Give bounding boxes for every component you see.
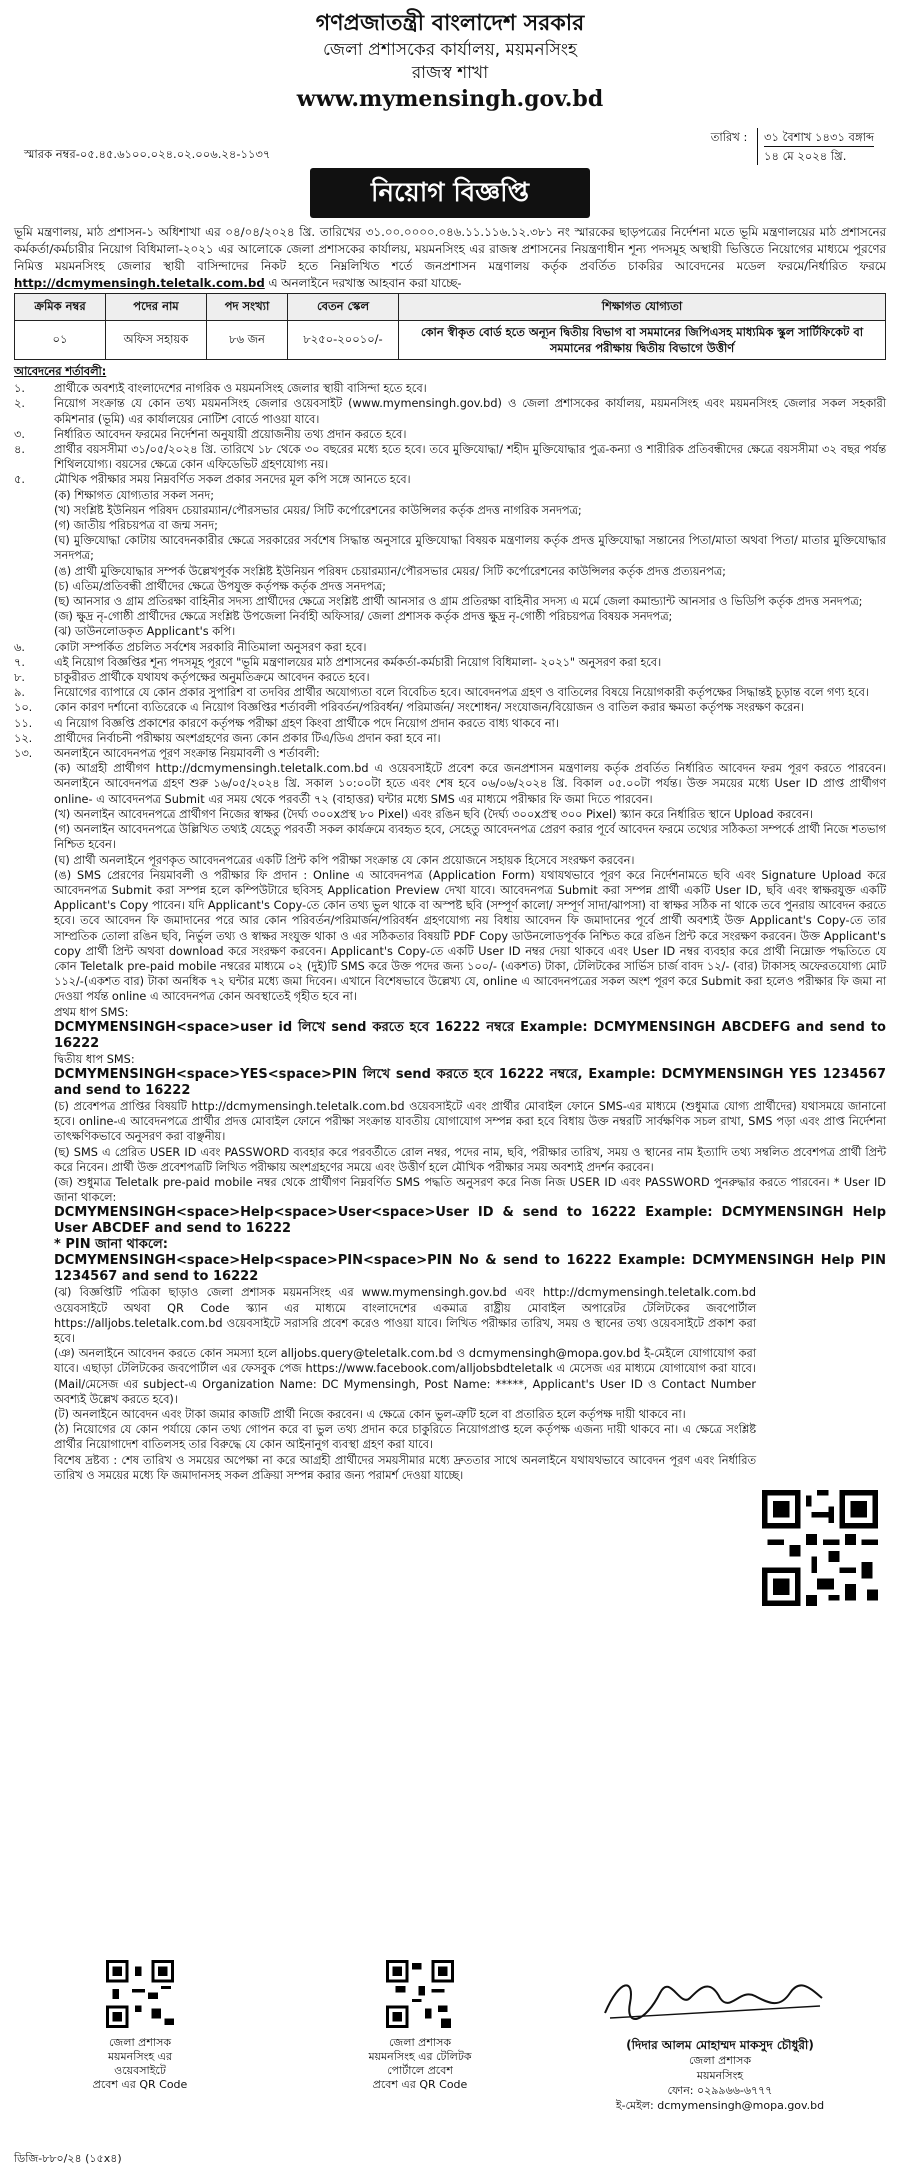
sub-item: (ঙ) প্রার্থী মুক্তিযোদ্ধার সম্পর্ক উল্লেখপূর্বক সংশ্লিষ্ট ইউনিয়ন পরিষদ চেয়ারম্যান/পৌরসভার মেয়র/ সিটি কর্পোরেশনের কাউন্সিলর কর্তৃক প্রদত্ত প্রত্যয়নপত্র; xyxy=(54,564,726,578)
item-text: প্রার্থীদের নির্বাচনী পরীক্ষায় অংশগ্রহণের জন্য কোন প্রকার টিএ/ডিএ প্রদান করা হবে না। xyxy=(54,731,441,745)
memo-number: স্মারক নম্বর-০৫.৪৫.৬১০০.০২৪.০২.০০৬.২৪-১১৩৭ xyxy=(24,147,271,161)
intro-tail: এ অনলাইনে দরখাস্ত আহবান করা যাচ্ছে- xyxy=(268,276,462,290)
date-block xyxy=(711,128,874,165)
col-scale: বেতন স্কেল xyxy=(288,294,399,321)
item-number: ৭. xyxy=(14,655,25,669)
sub-item: (ছ) আনসার ও গ্রাম প্রতিরক্ষা বাহিনীর সদস্য প্রার্থীদের ক্ষেত্রে সংশ্লিষ্ট প্রার্থী আনসার ও গ্রাম প্রতিরক্ষা বাহিনীর সদস্য এ মর্মে জেলা কমান্ড্যান্ট আনসার ও ভিডিপি কর্তৃক প্রদত্ত সনদপত্র; xyxy=(54,595,863,609)
cell-serial: ০১ xyxy=(15,321,106,360)
notice-title: নিয়োগ বিজ্ঞপ্তি xyxy=(310,168,590,218)
vacancy-table xyxy=(14,293,886,360)
item-text: নির্ধারিত আবেদন ফরমের নির্দেশনা অনুযায়ী প্রয়োজনীয় তথ্য প্রদান করতে হবে। xyxy=(54,427,407,441)
sub-item: (ঠ) নিয়োগের যে কোন পর্যায়ে কোন তথ্য গোপন করে বা ভুল তথ্য প্রদান করে চাকুরিতে নিয়োগপ্রাপ্ত হলে কর্তৃপক্ষ এজন্য দায়ী থাকবে না। এ ক্ষেত্রে সংশ্লিষ্ট প্রার্থীর নিয়োগাদেশ বাতিলসহ তার বিরুদ্ধে যে কোন আইনানুগ ব্যবস্থা গ্রহণ করা যাবে। xyxy=(54,1423,756,1452)
reference-code: ডিজি-৮৮০/২৪ (১৫x৪) xyxy=(14,2152,122,2165)
officer-phone: ফোন: ০২৯৯৬৬-৬৭৭৭ xyxy=(667,2084,773,2097)
date-english: ১৪ মে ২০২৪ খ্রি. xyxy=(764,149,847,163)
officer-email[interactable]: ই-মেইল: dcmymensingh@mopa.gov.bd xyxy=(615,2099,825,2112)
cell-count: ৮৬ জন xyxy=(207,321,288,360)
list-item xyxy=(14,685,886,700)
date-bangla: ৩১ বৈশাখ ১৪৩১ বঙ্গাব্দ xyxy=(764,128,874,147)
item-number: ১৩. xyxy=(14,747,33,761)
date-label: তারিখ : xyxy=(710,130,748,144)
qr-code-icon[interactable] xyxy=(106,1960,174,2028)
sub-item: (জ) শুধুমাত্র Teletalk pre-paid mobile নম্বর থেকে প্রার্থীগণ নিম্নবর্ণিত SMS পদ্ধতি অনুসরণ করে নিজ নিজ USER ID এবং PASSWORD পুনরুদ্ধার করতে পারবেন। * User ID জানা থাকলে: xyxy=(54,1175,886,1205)
col-serial: ক্রমিক নম্বর xyxy=(15,294,106,321)
qr1-line2: ময়মনসিংহ এর xyxy=(107,2050,173,2063)
signature xyxy=(590,1968,830,2028)
list-item xyxy=(14,381,886,396)
qr-website xyxy=(70,1960,210,2092)
item-text: চাকুরীরত প্রার্থীকে যথাযথ কর্তৃপক্ষের অনুমতিক্রমে আবেদন করতে হবে। xyxy=(54,671,370,685)
qr2-line3: পোর্টালে প্রবেশ xyxy=(387,2064,453,2077)
branch-name: রাজস্ব শাখা xyxy=(411,63,489,83)
qr2-line2: ময়মনসিংহ এর টেলিটক xyxy=(368,2050,472,2063)
header xyxy=(14,10,886,114)
sub-item: (চ) প্রবেশপত্র প্রাপ্তির বিষয়টি http://dcmymensingh.teletalk.com.bd ওয়েবসাইটে এবং প্রার্থীর মোবাইল ফোনে SMS-এর মাধ্যমে (শুধুমাত্র যোগ্য প্রার্থীদের) যথাসময়ে জানানো হবে। online-এ আবেদনপত্রে প্রার্থীর প্রদত্ত মোবাইল ফোনে পরীক্ষা সংক্রান্ত যাবতীয় যোগাযোগ সম্পন্ন করা হবে বিধায় উক্ত নম্বরটি সার্বক্ষণিক সচল রাখা, SMS পড়া এবং প্রাপ্ত নির্দেশনা তাৎক্ষণিকভাবে অনুসরণ করা বাঞ্ছনীয়। xyxy=(54,1099,886,1144)
cell-scale: ৮২৫০-২০০১০/- xyxy=(288,321,399,360)
sub-item: (ঝ) ডাউনলোডকৃত Applicant's কপি। xyxy=(54,625,236,639)
list-item xyxy=(14,700,886,715)
notice-page xyxy=(0,10,900,2167)
list-item xyxy=(14,716,886,731)
officer-title: জেলা প্রশাসক xyxy=(688,2054,752,2067)
intro-paragraph xyxy=(14,224,886,292)
item-number: ১২. xyxy=(14,731,33,745)
sub-item: বিশেষ দ্রষ্টব্য : শেষ তারিখ ও সময়ের অপেক্ষা না করে আগ্রহী প্রার্থীদের সময়সীমার মধ্যে দ্রুততার সাথে অনলাইনে যথাযথভাবে আবেদন পূরণ এবং নির্ধারিত তারিখ ও সময়ের মধ্যে ফি জমাদানসহ সকল প্রক্রিয়া সম্পন্ন করার জন্য পরামর্শ দেওয়া যাচ্ছে। xyxy=(54,1453,756,1482)
item-text: নিয়োগের ব্যাপারে যে কোন প্রকার সুপারিশ বা তদবির প্রার্থীর অযোগ্যতা বলে বিবেচিত হবে। আবেদনপত্র গ্রহণ ও বাতিলের বিষয়ে নিয়োগকারী কর্তৃপক্ষের সিদ্ধান্তই চূড়ান্ত বলে গণ্য হবে। xyxy=(54,686,869,700)
cell-post: অফিস সহায়ক xyxy=(106,321,207,360)
list-item xyxy=(14,396,886,426)
qr1-line3: ওয়েবসাইটে xyxy=(114,2064,166,2077)
item-text: কোটা সম্পর্কিত প্রচলিত সর্বশেষ সরকারি নীতিমালা অনুসরণ করা হবে। xyxy=(54,640,367,654)
recover-userid: DCMYMENSINGH<space>Help<space>User<space>User ID & send to 16222 Example: DCMYMENSINGH Help User ABCDEF and send to 16222 xyxy=(54,1205,886,1237)
sms-first-step: DCMYMENSINGH<space>user id লিখে send করতে হবে 16222 নম্বরে Example: DCMYMENSINGH ABCDEFG and send to 16222 xyxy=(54,1019,886,1051)
sub-item: (ঝ) বিজ্ঞপ্তিটি পত্রিকা ছাড়াও জেলা প্রশাসক ময়মনসিংহ এর www.mymensingh.gov.bd এবং http://dcmymensingh.teletalk.com.bd ওয়েবসাইটে অথবা QR Code স্ক্যান এর মাধ্যমে বাংলাদেশের একমাত্র রাষ্ট্রীয় মোবাইল অপারেটর টেলিটকের জবপোর্টাল https://alljobs.teletalk.com.bd ওয়েবসাইটে সরাসরি প্রবেশ করেও পাওয়া যাবে। লিখিত পরীক্ষার তারিখ, সময় ও স্থানের তথ্য ওয়েবসাইটে প্রকাশ করা হবে। xyxy=(54,1286,756,1345)
item-number: ৯. xyxy=(14,686,25,700)
item-number: ৪. xyxy=(14,443,25,457)
application-link[interactable]: http://dcmymensingh.teletalk.com.bd xyxy=(14,276,265,290)
qr1-line1: জেলা প্রশাসক xyxy=(108,2036,172,2049)
sub-item: (চ) এতিম/প্রতিবন্ধী প্রার্থীদের ক্ষেত্রে উপযুক্ত কর্তৃপক্ষ কর্তৃক প্রদত্ত সনদপত্র; xyxy=(54,579,386,593)
item-number: ৬. xyxy=(14,640,25,654)
sub-item: (গ) জাতীয় পরিচয়পত্র বা জন্ম সনদ; xyxy=(54,519,218,533)
sub-item: (ঞ) অনলাইনে আবেদন করতে কোন সমস্যা হলে alljobs.query@teletalk.com.bd ও dcmymensingh@mopa.gov.bd ই-মেইলে যোগাযোগ করা যাবে। এছাড়া টেলিটকের জবপোর্টাল এর ফেসবুক পেজ https://www.facebook.com/alljobsbdteletalk এ মেসেজ এর মাধ্যমে যোগাযোগ করা যাবে। (Mail/মেসেজ এর subject-এ Organization Name: DC Mymensingh, Post Name: *****, Applicant's User ID ও Contact Number অবশ্যই উল্লেখ করতে হবে)। xyxy=(54,1347,756,1406)
col-qualification: শিক্ষাগত যোগ্যতা xyxy=(399,294,886,321)
officer-block xyxy=(590,2038,850,2113)
list-item xyxy=(14,670,886,685)
sub-item: (খ) সংশ্লিষ্ট ইউনিয়ন পরিষদ চেয়ারম্যান/পৌরসভার মেয়র/ সিটি কর্পোরেশনের কাউন্সিলর কর্তৃক প্রদত্ত নাগরিক সনদপত্র; xyxy=(54,503,582,517)
item-text: অনলাইনে আবেদনপত্র পূরণ সংক্রান্ত নিয়মাবলী ও শর্তাবলী: xyxy=(54,747,320,761)
sub-item: (গ) অনলাইন আবেদনপত্রে উল্লিখিত তথ্যই যেহেতু পরবর্তী সকল কার্যক্রমে ব্যবহৃত হবে, সেহেতু আবেদনপত্র প্রেরণ করার পূর্বে আবেদন ফরমে তথ্যের সঠিকতা সম্পর্কে প্রার্থী নিজে শতভাগ নিশ্চিত হবেন। xyxy=(54,823,886,852)
sub-item: (ক) আগ্রহী প্রার্থীগণ http://dcmymensingh.teletalk.com.bd এ ওয়েবসাইটে প্রবেশ করে জনপ্রশাসন মন্ত্রণালয় কর্তৃক প্রবর্তিত নির্ধারিত আবেদন ফরম পূরণ করতে পারবেন। অনলাইনে আবেদনপত্র গ্রহণ শুরু ১৬/০৫/২০২৪ খ্রি. সকাল ১০:০০টা হতে এবং শেষ হবে ০৬/০৬/২০২৪ খ্রি. বিকাল ০৫.০০টা পর্যন্ত। উক্ত সময়ের মধ্যে User ID প্রাপ্ত প্রার্থীগণ online- এ আবেদনপত্র Submit এর সময় থেকে পরবর্তী ৭২ (বাহাত্তর) ঘন্টার মধ্যে SMS এর মাধ্যমে পরীক্ষার ফি জমা দিতে পারবেন। xyxy=(54,762,886,806)
qr-code-icon xyxy=(762,1490,878,1606)
sub-item: (ক) শিক্ষাগত যোগ্যতার সকল সনদ; xyxy=(54,488,215,502)
item-text: এই নিয়োগ বিজ্ঞপ্তির শূন্য পদসমূহ পূরণে "ভূমি মন্ত্রণালয়ের মাঠ প্রশাসনের কর্মকর্তা-কর্মচারী নিয়োগ বিধিমালা- ২০২১" অনুসরণ করা হবে। xyxy=(54,655,662,669)
col-count: পদ সংখ্যা xyxy=(207,294,288,321)
sub-item: (ছ) SMS এ প্রেরিত USER ID এবং PASSWORD ব্যবহার করে পরবর্তীতে রোল নম্বর, পদের নাম, ছবি, পরীক্ষার তারিখ, সময় ও স্থানের নাম ইত্যাদি তথ্য সম্বলিত প্রবেশপত্র প্রার্থী প্রিন্ট করে নিবেন। প্রার্থী উক্ত প্রবেশপত্রটি লিখিত পরীক্ষায় অংশগ্রহণের সময়ে এবং উত্তীর্ণ হলে মৌখিক পরীক্ষার সময় অবশ্যই প্রদর্শন করবেন। xyxy=(54,1145,886,1174)
government-title: গণপ্রজাতন্ত্রী বাংলাদেশ সরকার xyxy=(315,11,585,36)
sub-item: (ঘ) মুক্তিযোদ্ধা কোটায় আবেদনকারীর ক্ষেত্রে সরকারের সর্বশেষ সিদ্ধান্ত অনুসারে মুক্তিযোদ্ধা বিষয়ক মন্ত্রণালয় কর্তৃক প্রদত্ত মুক্তিযোদ্ধা সন্তানের পিতা/মাতা অথবা পিতা/ মাতার মুক্তিযোদ্ধার সনদপত্র; xyxy=(54,534,886,563)
sub-item: (খ) অনলাইন আবেদনপত্রে প্রার্থীগণ নিজের স্বাক্ষর (দৈর্ঘ্য ৩০০xপ্রস্থ ৮০ Pixel) এবং রঙিন ছবি (দৈর্ঘ্য ৩০০xপ্রস্থ ৩০০ Pixel) স্ক্যান করে নির্ধারিত স্থানে Upload করবেন। xyxy=(54,807,814,821)
sms-first-label: প্রথম ধাপ SMS: xyxy=(54,1005,129,1019)
item-text: প্রার্থীর বয়সসীমা ৩১/০৫/২০২৪ খ্রি. তারিখে ১৮ থেকে ৩০ বছরের মধ্যে হতে হবে। তবে মুক্তিযোদ্ধা/ শহীদ মুক্তিযোদ্ধার পুত্র-কন্যা ও শারীরিক প্রতিবন্ধীদের ক্ষেত্রে বয়সসীমা ৩২ বছর পর্যন্ত শিথিলযোগ্য। বয়সের ক্ষেত্রে কোন এফিডেভিট গ্রহণযোগ্য নয়। xyxy=(54,443,886,472)
sub-item: (ঙ) SMS প্রেরণের নিয়মাবলী ও পরীক্ষার ফি প্রদান : Online এ আবেদনপত্র (Application Form) যথাযথভাবে পূরণ করে নির্দেশনামতে ছবি এবং Signature Upload করে আবেদনপত্র Submit করা সম্পন্ন হলে কম্পিউটারে ছবিসহ Application Preview দেখা যাবে। আবেদনপত্র Submit করা সম্পন্ন প্রার্থী একটি User ID, ছবি এবং স্বাক্ষরযুক্ত একটি Applicant's Copy পাবেন। যদি Applicant's Copy-তে কোন তথ্য ভুল থাকে বা অস্পষ্ট ছবি (সম্পূর্ণ কালো/ সম্পূর্ণ সাদা/ঝাপসা) বা স্বাক্ষর সঠিক না থাকে তবে পুনরায় আবেদন করতে হবে। তবে আবেদন ফি জমাদানের পরে আর কোন পরিবর্তন/পরিমার্জন/পরিবর্ধন গ্রহণযোগ্য নয় বিধায় আবেদন ফি জমাদানের পূর্বে প্রার্থী অবশ্যই উক্ত Applicant's Copy-তে তার সাম্প্রতিক তোলা রঙিন ছবি, নির্ভুল তথ্য ও স্বাক্ষর সংযুক্ত থাকা ও এর সঠিকতার বিষয়টি PDF Copy ডাউনলোডপূর্বক নিশ্চিত করে রঙিন প্রিন্ট করে সংরক্ষণ করবেন। উক্ত Applicant's copy প্রার্থী প্রিন্ট অথবা download করে সংরক্ষণ করবেন। Applicant's Copy-তে একটি User ID নম্বর দেয়া থাকবে এবং User ID নম্বর ব্যবহার করে প্রার্থী নিম্নোক্ত পদ্ধতিতে যে কোন Teletalk pre-paid mobile নম্বরের মাধ্যমে ০২ (দুই)টি SMS করে উক্ত পদের জন্য ১০০/- (একশত) টাকা, টেলিটকের সার্ভিস চার্জ বাবদ ১২/- (বার) টাকাসহ অফেরতযোগ্য মোট ১১২/-(একশত বার) টাকা অনধিক ৭২ ঘন্টার মধ্যে জমা দিবেন। এখানে বিশেষভাবে উল্লেখ্য যে, online এ আবেদনপত্রের সকল অংশ পূরণ করে Submit করা হলেও পরীক্ষার ফি জমা না দেওয়া পর্যন্ত online এ আবেদনপত্র কোন অবস্থাতেই গৃহীত হবে না। xyxy=(54,868,886,1004)
list-item xyxy=(14,640,886,655)
footer xyxy=(0,1960,900,2167)
sms-second-step: DCMYMENSINGH<space>YES<space>PIN লিখে send করতে হবে 16222 নম্বরে, Example: DCMYMENSINGH YES 1234567 and send to 16222 xyxy=(54,1066,886,1098)
recover-pin-label: * PIN জানা থাকলে: xyxy=(54,1237,168,1253)
list-item xyxy=(14,746,886,761)
sub-item: (ঘ) প্রার্থী অনলাইনে পূরণকৃত আবেদনপত্রের একটি প্রিন্ট কপি পরীক্ষা সংক্রান্ত যে কোন প্রয়োজনে সহায়ক হিসেবে সংরক্ষণ করবেন। xyxy=(54,853,635,867)
qr-teletalk xyxy=(340,1960,500,2092)
cell-qualification: কোন স্বীকৃত বোর্ড হতে অন্যূন দ্বিতীয় বিভাগ বা সমমানের জিপিএসহ মাধ্যমিক স্কুল সার্টিফিকেট বা সমমানের পরীক্ষায় দ্বিতীয় বিভাগে উত্তীর্ণ xyxy=(399,321,886,360)
item-number: ১০. xyxy=(14,701,33,715)
sub-item: (জ) ক্ষুদ্র নৃ-গোষ্ঠী প্রার্থীদের ক্ষেত্রে সংশ্লিষ্ট উপজেলা নির্বাহী অফিসার/ জেলা প্রশাসক কর্তৃক প্রদত্ত ক্ষুদ্র নৃ-গোষ্ঠী পরিচয়পত্র বিষয়ক সনদপত্র; xyxy=(54,610,673,624)
item-number: ১১. xyxy=(14,716,33,730)
notice-body xyxy=(14,364,886,1483)
item-text: কোন কারণ দর্শানো ব্যতিরেকে এ নিয়োগ বিজ্ঞপ্তির শর্তাবলী পরিবর্তন/পরিবর্ধন/ পরিমার্জন/ সংশোধন/ সংযোজন/বিয়োজন ও বাতিল করার ক্ষমতা কর্তৃপক্ষ সংরক্ষণ করেন। xyxy=(54,701,804,715)
item-text: নিয়োগ সংক্রান্ত যে কোন তথ্য ময়মনসিংহ জেলার ওয়েবসাইট (www.mymensingh.gov.bd) ও জেলা প্রশাসকের কার্যালয়, ময়মনসিংহ এবং ময়মনসিংহ জেলার সকল সহকারী কমিশনার (ভূমি) এর কার্যালয়ের নোটিশ বোর্ডে পাওয়া যাবে। xyxy=(54,397,886,426)
qr-code-icon[interactable] xyxy=(386,1960,454,2028)
office-name: জেলা প্রশাসকের কার্যালয়, ময়মনসিংহ xyxy=(323,40,577,60)
officer-place: ময়মনসিংহ xyxy=(696,2069,744,2082)
list-item xyxy=(14,655,886,670)
list-item xyxy=(14,731,886,746)
sms-second-label: দ্বিতীয় ধাপ SMS: xyxy=(54,1052,135,1066)
item-number: ৫. xyxy=(14,473,25,487)
list-item xyxy=(14,442,886,472)
item-number: ১. xyxy=(14,382,25,396)
item-number: ২. xyxy=(14,397,25,411)
conditions-heading: আবেদনের শর্তাবলী: xyxy=(14,365,107,378)
officer-name: (দিদার আলম মোহাম্মদ মাকসুদ চৌধুরী) xyxy=(626,2038,814,2052)
item-number: ৮. xyxy=(14,671,25,685)
qr1-line4: প্রবেশ এর QR Code xyxy=(92,2078,188,2091)
item-text: মৌখিক পরীক্ষার সময় নিম্নবর্ণিত সকল প্রকার সনদের মূল কপি সঙ্গে আনতে হবে। xyxy=(54,473,411,487)
recover-pin: DCMYMENSINGH<space>Help<space>PIN<space>PIN No & send to 16222 Example: DCMYMENSINGH Help PIN 1234567 and send to 16222 xyxy=(54,1253,886,1285)
table-row xyxy=(15,321,886,360)
list-item xyxy=(14,427,886,442)
sub-item: (ট) অনলাইনে আবেদন এবং টাকা জমার কাজটি প্রার্থী নিজে করবেন। এ ক্ষেত্রে কোন ভুল-ত্রুটি হলে বা প্রতারিত হলে কর্তৃপক্ষ দায়ী থাকবে না। xyxy=(54,1407,686,1421)
list-item xyxy=(14,472,886,487)
item-number: ৩. xyxy=(14,427,25,441)
qr2-line4: প্রবেশ এর QR Code xyxy=(372,2078,468,2091)
item-text: প্রার্থীকে অবশ্যই বাংলাদেশের নাগরিক ও ময়মনসিংহ জেলার স্থায়ী বাসিন্দা হতে হবে। xyxy=(54,382,427,396)
intro-text: ভূমি মন্ত্রণালয়, মাঠ প্রশাসন-১ অধিশাখা এর ০৪/০৪/২০২৪ খ্রি. তারিখের ৩১.০০.০০০০.০৪৬.১১.১১৬.১২.৩৮১ নং স্মারকের ছাড়পত্রের নির্দেশনা মতে ভূমি মন্ত্রণালয়ের মাঠ প্রশাসনের কর্মকর্তা/কর্মচারীর নিয়োগ বিধিমালা-২০২১ এর আলোকে জেলা প্রশাসকের কার্যালয়, ময়মনসিংহ এর রাজস্ব প্রশাসনের নিয়ন্ত্রণাধীন শূন্য পদসমূহ অস্থায়ী ভিত্তিতে নিয়োগের মাধ্যমে পূরণের নিমিত্ত ময়মনসিংহ জেলার স্থায়ী বাসিন্দাদের নিকট হতে নিম্নলিখিত শর্তে জনপ্রশাসন মন্ত্রণালয় কর্তৃক প্রবর্তিত চাকরির আবেদনের মডেল ফরমে/নির্ধারিত ফরমে xyxy=(14,225,886,273)
qr2-line1: জেলা প্রশাসক xyxy=(388,2036,452,2049)
item-text: এ নিয়োগ বিজ্ঞপ্তি প্রকাশের কারণে কর্তৃপক্ষ পরীক্ষা গ্রহণ কিংবা প্রার্থীকে পদে নিয়োগ প্রদান করতে বাধ্য থাকবে না। xyxy=(54,716,559,730)
website-link[interactable]: www.mymensingh.gov.bd xyxy=(296,86,604,112)
col-post: পদের নাম xyxy=(106,294,207,321)
